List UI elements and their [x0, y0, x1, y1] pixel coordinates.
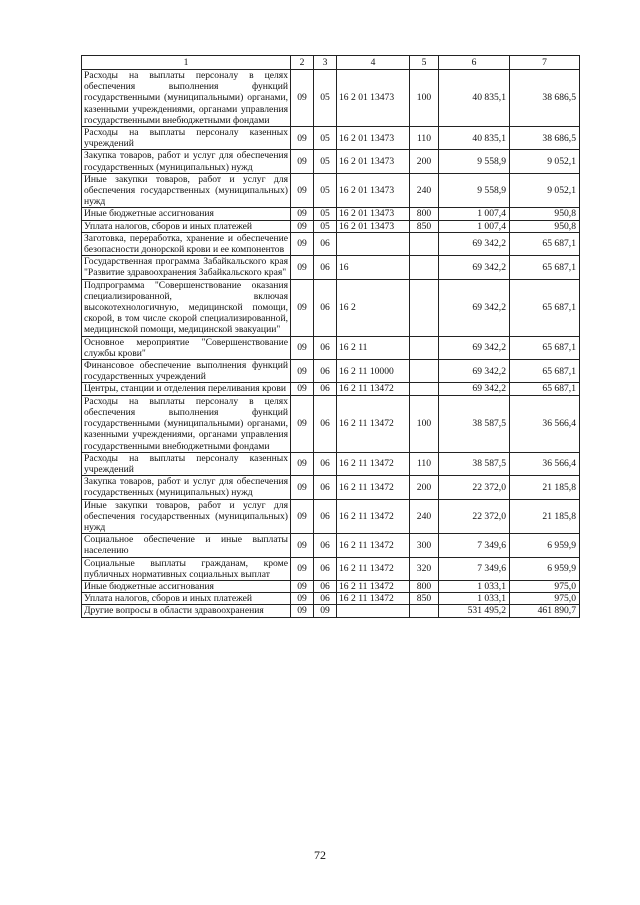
row-expense-type: 300 [410, 534, 439, 557]
row-amount-col7: 38 686,5 [510, 70, 580, 127]
table-row [82, 360, 580, 383]
row-expense-type: 240 [410, 499, 439, 534]
row-name: Расходы на выплаты персоналу казенных учреждений [82, 452, 291, 475]
row-expense-type: 100 [410, 70, 439, 127]
row-subsection: 05 [314, 220, 337, 232]
row-amount-col6: 69 342,2 [439, 279, 510, 336]
table-body [82, 70, 580, 618]
row-amount-col6: 69 342,2 [439, 256, 510, 279]
table-row [82, 232, 580, 255]
row-name: Закупка товаров, работ и услуг для обеспечения государственных (муниципальных) нужд [82, 150, 291, 173]
table-row [82, 395, 580, 452]
row-expense-type [410, 279, 439, 336]
row-section: 09 [291, 499, 314, 534]
row-subsection: 06 [314, 580, 337, 592]
row-section: 09 [291, 336, 314, 359]
row-amount-col6: 40 835,1 [439, 127, 510, 150]
row-amount-col7: 975,0 [510, 593, 580, 605]
row-target-article: 16 2 01 13473 [337, 127, 410, 150]
table-row [82, 605, 580, 617]
row-name: Расходы на выплаты персоналу в целях обеспечения выполнения функций государственными (муниципальными) органами, казенными учреждениями, органами управления государственными внебюджетными фондами [82, 395, 291, 452]
table-row [82, 173, 580, 208]
row-amount-col7: 975,0 [510, 580, 580, 592]
row-section: 09 [291, 208, 314, 220]
row-target-article: 16 2 11 [337, 336, 410, 359]
row-amount-col6: 40 835,1 [439, 70, 510, 127]
table-row [82, 279, 580, 336]
row-amount-col6: 69 342,2 [439, 383, 510, 395]
row-expense-type [410, 360, 439, 383]
row-amount-col7: 65 687,1 [510, 279, 580, 336]
row-name: Расходы на выплаты персоналу казенных учреждений [82, 127, 291, 150]
row-section: 09 [291, 580, 314, 592]
row-section: 09 [291, 360, 314, 383]
row-subsection: 05 [314, 150, 337, 173]
header-row [82, 56, 580, 70]
row-subsection: 05 [314, 173, 337, 208]
table-row [82, 220, 580, 232]
table-row [82, 150, 580, 173]
table-row [82, 593, 580, 605]
row-target-article [337, 232, 410, 255]
row-subsection: 06 [314, 499, 337, 534]
row-subsection: 06 [314, 279, 337, 336]
row-name: Социальные выплаты гражданам, кроме публичных нормативных социальных выплат [82, 557, 291, 580]
row-expense-type [410, 605, 439, 617]
row-target-article: 16 2 11 13472 [337, 499, 410, 534]
row-amount-col6: 38 587,5 [439, 395, 510, 452]
row-name: Иные закупки товаров, работ и услуг для обеспечения государственных (муниципальных) нужд [82, 499, 291, 534]
row-name: Другие вопросы в области здравоохранения [82, 605, 291, 617]
row-name: Центры, станции и отделения переливания крови [82, 383, 291, 395]
row-subsection: 06 [314, 593, 337, 605]
row-amount-col6: 1 033,1 [439, 593, 510, 605]
row-section: 09 [291, 220, 314, 232]
row-section: 09 [291, 232, 314, 255]
row-amount-col7: 65 687,1 [510, 232, 580, 255]
row-target-article: 16 2 01 13473 [337, 208, 410, 220]
column-header: 3 [314, 56, 337, 70]
row-expense-type [410, 232, 439, 255]
row-subsection: 05 [314, 70, 337, 127]
row-subsection: 06 [314, 395, 337, 452]
row-subsection: 06 [314, 452, 337, 475]
row-section: 09 [291, 383, 314, 395]
row-amount-col6: 1 007,4 [439, 208, 510, 220]
row-name: Основное мероприятие "Совершенствование службы крови" [82, 336, 291, 359]
row-subsection: 06 [314, 534, 337, 557]
row-target-article [337, 605, 410, 617]
row-subsection: 06 [314, 383, 337, 395]
page-number: 72 [314, 848, 326, 862]
row-section: 09 [291, 150, 314, 173]
table-row [82, 127, 580, 150]
row-expense-type: 100 [410, 395, 439, 452]
row-name: Государственная программа Забайкальского края "Развитие здравоохранения Забайкальского края" [82, 256, 291, 279]
column-header: 2 [291, 56, 314, 70]
row-subsection: 06 [314, 557, 337, 580]
row-section: 09 [291, 256, 314, 279]
row-target-article: 16 [337, 256, 410, 279]
row-amount-col7: 36 566,4 [510, 452, 580, 475]
row-expense-type: 320 [410, 557, 439, 580]
row-name: Социальное обеспечение и иные выплаты населению [82, 534, 291, 557]
row-amount-col7: 9 052,1 [510, 173, 580, 208]
row-amount-col7: 950,8 [510, 220, 580, 232]
table-row [82, 534, 580, 557]
row-target-article: 16 2 01 13473 [337, 70, 410, 127]
row-amount-col7: 65 687,1 [510, 360, 580, 383]
row-target-article: 16 2 11 13472 [337, 383, 410, 395]
row-amount-col6: 7 349,6 [439, 534, 510, 557]
row-amount-col6: 22 372,0 [439, 499, 510, 534]
row-expense-type: 110 [410, 127, 439, 150]
row-amount-col6: 69 342,2 [439, 336, 510, 359]
row-amount-col7: 65 687,1 [510, 383, 580, 395]
table-row [82, 452, 580, 475]
row-section: 09 [291, 593, 314, 605]
row-amount-col6: 1 007,4 [439, 220, 510, 232]
table-row [82, 476, 580, 499]
row-target-article: 16 2 11 13472 [337, 452, 410, 475]
row-section: 09 [291, 279, 314, 336]
row-amount-col6: 69 342,2 [439, 360, 510, 383]
row-expense-type: 200 [410, 476, 439, 499]
row-subsection: 05 [314, 127, 337, 150]
row-name: Расходы на выплаты персоналу в целях обеспечения выполнения функций государственными (муниципальными) органами, казенными учреждениями, органами управления государственными внебюджетными фондами [82, 70, 291, 127]
row-target-article: 16 2 11 13472 [337, 534, 410, 557]
column-header: 1 [82, 56, 291, 70]
row-section: 09 [291, 395, 314, 452]
row-target-article: 16 2 [337, 279, 410, 336]
row-subsection: 06 [314, 256, 337, 279]
table-row [82, 256, 580, 279]
row-section: 09 [291, 605, 314, 617]
row-section: 09 [291, 476, 314, 499]
table-row [82, 580, 580, 592]
row-expense-type: 800 [410, 208, 439, 220]
row-amount-col6: 7 349,6 [439, 557, 510, 580]
column-header: 6 [439, 56, 510, 70]
row-amount-col7: 950,8 [510, 208, 580, 220]
row-name: Уплата налогов, сборов и иных платежей [82, 220, 291, 232]
row-subsection: 06 [314, 232, 337, 255]
row-target-article: 16 2 11 13472 [337, 557, 410, 580]
row-name: Иные бюджетные ассигнования [82, 208, 291, 220]
table-row [82, 336, 580, 359]
column-header: 5 [410, 56, 439, 70]
column-header: 4 [337, 56, 410, 70]
row-target-article: 16 2 01 13473 [337, 173, 410, 208]
table-row [82, 557, 580, 580]
row-expense-type [410, 383, 439, 395]
row-section: 09 [291, 534, 314, 557]
row-amount-col7: 9 052,1 [510, 150, 580, 173]
row-target-article: 16 2 11 13472 [337, 395, 410, 452]
row-name: Уплата налогов, сборов и иных платежей [82, 593, 291, 605]
row-target-article: 16 2 01 13473 [337, 220, 410, 232]
row-amount-col6: 9 558,9 [439, 150, 510, 173]
row-amount-col6: 1 033,1 [439, 580, 510, 592]
row-amount-col7: 65 687,1 [510, 336, 580, 359]
row-amount-col7: 461 890,7 [510, 605, 580, 617]
row-expense-type: 110 [410, 452, 439, 475]
row-amount-col7: 21 185,8 [510, 499, 580, 534]
budget-table [81, 55, 580, 618]
row-section: 09 [291, 70, 314, 127]
row-name: Финансовое обеспечение выполнения функций государственных учреждений [82, 360, 291, 383]
column-header: 7 [510, 56, 580, 70]
table-row [82, 499, 580, 534]
row-name: Иные закупки товаров, работ и услуг для обеспечения государственных (муниципальных) нужд [82, 173, 291, 208]
row-amount-col6: 9 558,9 [439, 173, 510, 208]
row-target-article: 16 2 11 13472 [337, 476, 410, 499]
table-row [82, 70, 580, 127]
table-row [82, 208, 580, 220]
row-amount-col7: 65 687,1 [510, 256, 580, 279]
row-section: 09 [291, 173, 314, 208]
row-name: Подпрограмма "Совершенствование оказания специализированной, включая высокотехнологичную, медицинской помощи, скорой, в том числе скорой специализированной, медицинской помощи, медицинской эвакуации" [82, 279, 291, 336]
budget-table-container [81, 55, 579, 618]
row-subsection: 06 [314, 360, 337, 383]
row-subsection: 06 [314, 336, 337, 359]
row-target-article: 16 2 11 13472 [337, 580, 410, 592]
row-name: Иные бюджетные ассигнования [82, 580, 291, 592]
row-section: 09 [291, 127, 314, 150]
row-amount-col6: 69 342,2 [439, 232, 510, 255]
row-amount-col6: 22 372,0 [439, 476, 510, 499]
row-amount-col7: 36 566,4 [510, 395, 580, 452]
row-name: Заготовка, переработка, хранение и обеспечение безопасности донорской крови и ее компонентов [82, 232, 291, 255]
row-amount-col7: 6 959,9 [510, 534, 580, 557]
row-section: 09 [291, 452, 314, 475]
row-expense-type [410, 336, 439, 359]
row-target-article: 16 2 11 13472 [337, 593, 410, 605]
row-target-article: 16 2 01 13473 [337, 150, 410, 173]
row-subsection: 09 [314, 605, 337, 617]
row-expense-type [410, 256, 439, 279]
row-name: Закупка товаров, работ и услуг для обеспечения государственных (муниципальных) нужд [82, 476, 291, 499]
row-section: 09 [291, 557, 314, 580]
row-expense-type: 850 [410, 220, 439, 232]
row-amount-col7: 6 959,9 [510, 557, 580, 580]
row-amount-col6: 38 587,5 [439, 452, 510, 475]
row-expense-type: 200 [410, 150, 439, 173]
row-amount-col7: 38 686,5 [510, 127, 580, 150]
row-subsection: 05 [314, 208, 337, 220]
table-row [82, 383, 580, 395]
row-expense-type: 800 [410, 580, 439, 592]
row-expense-type: 850 [410, 593, 439, 605]
row-expense-type: 240 [410, 173, 439, 208]
row-subsection: 06 [314, 476, 337, 499]
row-amount-col6: 531 495,2 [439, 605, 510, 617]
row-amount-col7: 21 185,8 [510, 476, 580, 499]
row-target-article: 16 2 11 10000 [337, 360, 410, 383]
